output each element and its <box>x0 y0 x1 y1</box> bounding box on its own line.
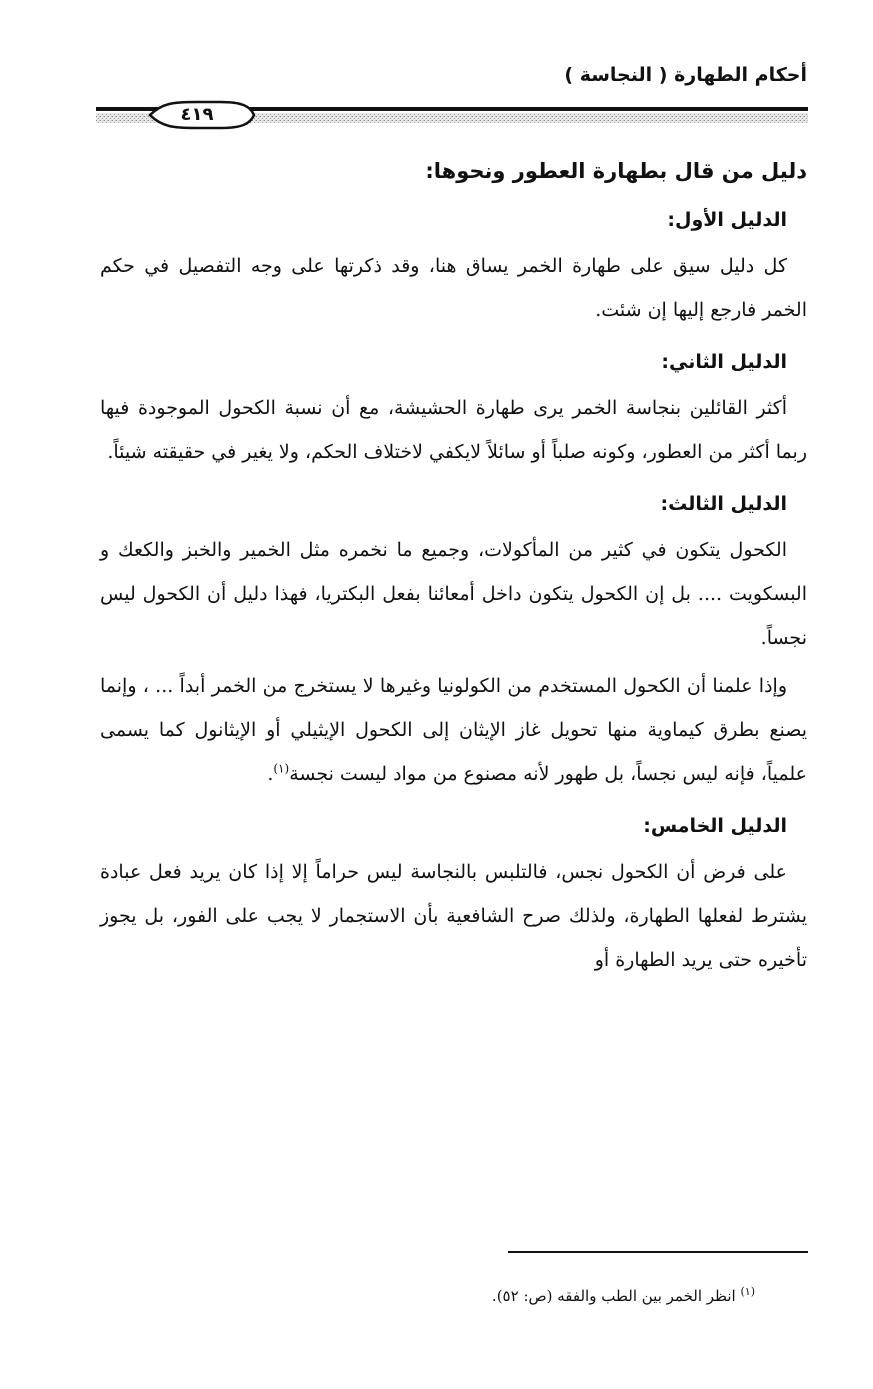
running-title: أحكام الطهارة ( النجاسة ) <box>564 64 807 86</box>
main-text <box>100 150 807 992</box>
paragraph: على فرض أن الكحول نجس، فالتلبس بالنجاسة ليس حراماً إلا إذا كان يريد فعل عبادة يشترط لفعلها الطهارة، ولذلك صرح الشافعية بأن الاستجمار لا يجب على الفور، بل يجوز تأخيره حتى يريد الطهارة أو <box>100 861 807 971</box>
footnote-reference[interactable]: (١) <box>273 761 290 776</box>
paragraph-end-punctuation: . <box>267 763 274 785</box>
paragraph: كل دليل سيق على طهارة الخمر يساق هنا، وقد ذكرتها على وجه التفصيل في حكم الخمر فارجع إليها إن شئت. <box>100 255 807 321</box>
evidence-heading-third: الدليل الثالث: <box>660 493 787 515</box>
footnote <box>492 1282 755 1310</box>
paragraph: أكثر القائلين بنجاسة الخمر يرى طهارة الحشيشة، مع أن نسبة الكحول الموجودة فيها ربما أكثر من العطور، وكونه صلباً أو سائلاً لايكفي لاختلاف الحكم، ولا يغير في حقيقته شيئاً. <box>100 397 807 463</box>
paragraph-text: وإذا علمنا أن الكحول المستخدم من الكولونيا وغيرها لا يستخرج من الخمر أبداً ... ، وإنما يصنع بطرق كيماوية منها تحويل غاز الإيثان إلى الكحول الإيثيلي أو الإيثانول كما يسمى علمياً، فإنه ليس نجساً، بل طهور لأنه مصنوع من مواد ليست نجسة <box>100 675 807 785</box>
evidence-heading-second: الدليل الثاني: <box>661 351 787 373</box>
section-heading: دليل من قال بطهارة العطور ونحوها: <box>425 159 807 183</box>
evidence-heading-first: الدليل الأول: <box>667 209 787 231</box>
paragraph-with-footnote <box>100 664 807 796</box>
footnote-text: انظر الخمر بين الطب والفقه (ص: ٥٢). <box>491 1287 736 1305</box>
footnote-mark: (١) <box>740 1285 755 1298</box>
footnote-separator <box>508 1251 808 1253</box>
evidence-heading-fifth: الدليل الخامس: <box>643 815 787 837</box>
paragraph: الكحول يتكون في كثير من المأكولات، وجميع ما نخمره مثل الخمير والخبز والكعك و البسكويت .... بل إن الكحول يتكون داخل أمعائنا بفعل البكتريا، فهذا دليل أن الكحول ليس نجساً. <box>100 539 807 649</box>
page-number: ٤١٩ <box>180 104 214 125</box>
